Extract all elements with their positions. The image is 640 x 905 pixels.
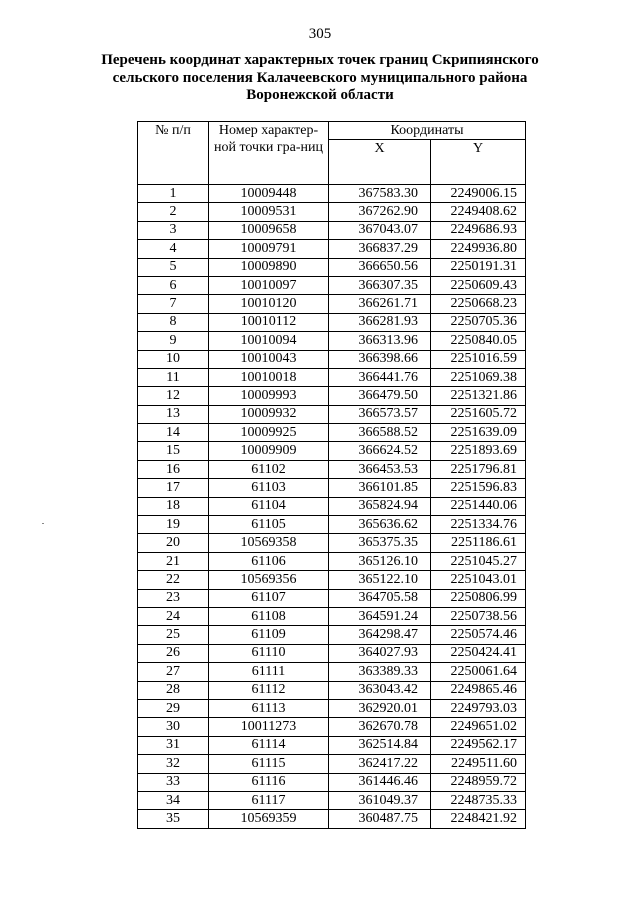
table-row	[138, 516, 526, 534]
cell-x: 367262.90	[329, 203, 431, 221]
table-row	[138, 497, 526, 515]
cell-number: 24	[138, 607, 209, 625]
table-row	[138, 295, 526, 313]
cell-point-number: 10009909	[209, 442, 329, 460]
page-number: 305	[308, 26, 332, 42]
cell-y: 2250840.05	[431, 332, 526, 350]
cell-number: 19	[138, 516, 209, 534]
cell-y: 2250191.31	[431, 258, 526, 276]
table-row	[138, 332, 526, 350]
header-point-number: Номер характер-ной точки гра-ниц	[209, 122, 329, 185]
cell-point-number: 10009658	[209, 221, 329, 239]
table-row	[138, 607, 526, 625]
table-row	[138, 479, 526, 497]
cell-number: 7	[138, 295, 209, 313]
table-row	[138, 589, 526, 607]
cell-number: 5	[138, 258, 209, 276]
cell-y: 2251016.59	[431, 350, 526, 368]
cell-point-number: 61106	[209, 552, 329, 570]
table-row	[138, 442, 526, 460]
cell-point-number: 10009993	[209, 387, 329, 405]
cell-y: 2248735.33	[431, 791, 526, 809]
cell-point-number: 61103	[209, 479, 329, 497]
cell-point-number: 10010043	[209, 350, 329, 368]
table-row	[138, 773, 526, 791]
cell-x: 362920.01	[329, 699, 431, 717]
table-row	[138, 534, 526, 552]
cell-number: 6	[138, 276, 209, 294]
cell-y: 2250609.43	[431, 276, 526, 294]
cell-point-number: 61107	[209, 589, 329, 607]
cell-x: 366588.52	[329, 424, 431, 442]
cell-number: 18	[138, 497, 209, 515]
cell-point-number: 10569359	[209, 810, 329, 828]
table-row	[138, 276, 526, 294]
cell-x: 365126.10	[329, 552, 431, 570]
table-row	[138, 755, 526, 773]
cell-point-number: 61112	[209, 681, 329, 699]
cell-number: 31	[138, 736, 209, 754]
table-row	[138, 387, 526, 405]
cell-number: 11	[138, 368, 209, 386]
table-row	[138, 681, 526, 699]
header-y: Y	[431, 140, 526, 185]
cell-y: 2248421.92	[431, 810, 526, 828]
cell-number: 16	[138, 460, 209, 478]
cell-x: 366453.53	[329, 460, 431, 478]
table-row	[138, 368, 526, 386]
cell-point-number: 61115	[209, 755, 329, 773]
table-row	[138, 460, 526, 478]
cell-x: 366837.29	[329, 240, 431, 258]
cell-y: 2251069.38	[431, 368, 526, 386]
table-row	[138, 626, 526, 644]
title-line-1: Перечень координат характерных точек границ Скрипиянского	[101, 52, 539, 68]
cell-number: 21	[138, 552, 209, 570]
table-row	[138, 350, 526, 368]
table-row	[138, 663, 526, 681]
table-row	[138, 644, 526, 662]
table-row	[138, 405, 526, 423]
cell-number: 20	[138, 534, 209, 552]
cell-point-number: 61117	[209, 791, 329, 809]
cell-x: 366624.52	[329, 442, 431, 460]
table-row	[138, 203, 526, 221]
cell-number: 2	[138, 203, 209, 221]
cell-x: 362670.78	[329, 718, 431, 736]
cell-point-number: 61109	[209, 626, 329, 644]
cell-x: 366573.57	[329, 405, 431, 423]
cell-y: 2251893.69	[431, 442, 526, 460]
cell-x: 366650.56	[329, 258, 431, 276]
cell-point-number: 61105	[209, 516, 329, 534]
cell-point-number: 61111	[209, 663, 329, 681]
cell-x: 366261.71	[329, 295, 431, 313]
cell-x: 363389.33	[329, 663, 431, 681]
cell-point-number: 10010097	[209, 276, 329, 294]
cell-x: 361049.37	[329, 791, 431, 809]
cell-number: 30	[138, 718, 209, 736]
table-row	[138, 552, 526, 570]
cell-number: 28	[138, 681, 209, 699]
cell-y: 2251796.81	[431, 460, 526, 478]
cell-y: 2249936.80	[431, 240, 526, 258]
cell-y: 2249562.17	[431, 736, 526, 754]
cell-number: 14	[138, 424, 209, 442]
cell-x: 365375.35	[329, 534, 431, 552]
cell-x: 362417.22	[329, 755, 431, 773]
cell-y: 2249865.46	[431, 681, 526, 699]
cell-number: 29	[138, 699, 209, 717]
cell-y: 2250806.99	[431, 589, 526, 607]
cell-y: 2250424.41	[431, 644, 526, 662]
cell-x: 363043.42	[329, 681, 431, 699]
cell-y: 2251186.61	[431, 534, 526, 552]
cell-y: 2248959.72	[431, 773, 526, 791]
cell-number: 13	[138, 405, 209, 423]
table-row	[138, 718, 526, 736]
cell-x: 367583.30	[329, 185, 431, 203]
cell-x: 362514.84	[329, 736, 431, 754]
cell-x: 364027.93	[329, 644, 431, 662]
cell-x: 365636.62	[329, 516, 431, 534]
cell-number: 35	[138, 810, 209, 828]
header-x: X	[329, 140, 431, 185]
cell-number: 3	[138, 221, 209, 239]
cell-y: 2250705.36	[431, 313, 526, 331]
table-row	[138, 424, 526, 442]
cell-x: 366479.50	[329, 387, 431, 405]
cell-x: 366441.76	[329, 368, 431, 386]
cell-number: 33	[138, 773, 209, 791]
cell-number: 15	[138, 442, 209, 460]
table-header	[138, 122, 526, 185]
table-row	[138, 736, 526, 754]
cell-number: 23	[138, 589, 209, 607]
cell-point-number: 10010112	[209, 313, 329, 331]
cell-y: 2251321.86	[431, 387, 526, 405]
cell-number: 26	[138, 644, 209, 662]
table-row	[138, 240, 526, 258]
coordinates-table	[137, 121, 526, 829]
cell-y: 2251639.09	[431, 424, 526, 442]
cell-point-number: 10009448	[209, 185, 329, 203]
cell-point-number: 61110	[209, 644, 329, 662]
cell-point-number: 61102	[209, 460, 329, 478]
cell-number: 34	[138, 791, 209, 809]
cell-number: 8	[138, 313, 209, 331]
cell-y: 2249651.02	[431, 718, 526, 736]
cell-x: 361446.46	[329, 773, 431, 791]
cell-y: 2251043.01	[431, 571, 526, 589]
document-title	[70, 52, 570, 105]
cell-x: 366313.96	[329, 332, 431, 350]
cell-y: 2249408.62	[431, 203, 526, 221]
cell-y: 2250061.64	[431, 663, 526, 681]
cell-point-number: 10569356	[209, 571, 329, 589]
cell-y: 2251605.72	[431, 405, 526, 423]
cell-x: 360487.75	[329, 810, 431, 828]
cell-y: 2251596.83	[431, 479, 526, 497]
cell-number: 9	[138, 332, 209, 350]
table-row	[138, 699, 526, 717]
header-number: № п/п	[138, 122, 209, 185]
cell-number: 25	[138, 626, 209, 644]
cell-number: 4	[138, 240, 209, 258]
cell-number: 1	[138, 185, 209, 203]
table-body	[138, 185, 526, 829]
table-row	[138, 185, 526, 203]
cell-y: 2249511.60	[431, 755, 526, 773]
cell-y: 2251334.76	[431, 516, 526, 534]
header-row	[138, 122, 526, 140]
cell-point-number: 10009925	[209, 424, 329, 442]
table-row	[138, 571, 526, 589]
cell-point-number: 61108	[209, 607, 329, 625]
cell-point-number: 61116	[209, 773, 329, 791]
cell-number: 10	[138, 350, 209, 368]
cell-x: 366398.66	[329, 350, 431, 368]
cell-x: 364705.58	[329, 589, 431, 607]
cell-number: 12	[138, 387, 209, 405]
cell-point-number: 10010120	[209, 295, 329, 313]
cell-point-number: 10009932	[209, 405, 329, 423]
cell-number: 17	[138, 479, 209, 497]
cell-y: 2250574.46	[431, 626, 526, 644]
cell-y: 2250668.23	[431, 295, 526, 313]
cell-y: 2249006.15	[431, 185, 526, 203]
cell-point-number: 10009791	[209, 240, 329, 258]
cell-x: 364298.47	[329, 626, 431, 644]
cell-number: 22	[138, 571, 209, 589]
cell-point-number: 61113	[209, 699, 329, 717]
cell-x: 366307.35	[329, 276, 431, 294]
table-row	[138, 221, 526, 239]
cell-y: 2251440.06	[431, 497, 526, 515]
table-row	[138, 810, 526, 828]
cell-x: 365824.94	[329, 497, 431, 515]
cell-point-number: 10009531	[209, 203, 329, 221]
cell-point-number: 61104	[209, 497, 329, 515]
table-row	[138, 791, 526, 809]
cell-number: 27	[138, 663, 209, 681]
header-coordinates: Координаты	[329, 122, 526, 140]
cell-point-number: 10010094	[209, 332, 329, 350]
title-line-3: Воронежской области	[246, 87, 394, 103]
cell-point-number: 10011273	[209, 718, 329, 736]
table-row	[138, 258, 526, 276]
cell-x: 367043.07	[329, 221, 431, 239]
cell-x: 364591.24	[329, 607, 431, 625]
cell-y: 2250738.56	[431, 607, 526, 625]
cell-x: 366281.93	[329, 313, 431, 331]
margin-mark	[42, 523, 44, 524]
cell-point-number: 10569358	[209, 534, 329, 552]
cell-point-number: 10009890	[209, 258, 329, 276]
table-row	[138, 313, 526, 331]
cell-point-number: 61114	[209, 736, 329, 754]
cell-point-number: 10010018	[209, 368, 329, 386]
title-line-2: сельского поселения Калачеевского муниципального района	[112, 69, 528, 86]
cell-y: 2249686.93	[431, 221, 526, 239]
cell-x: 365122.10	[329, 571, 431, 589]
cell-y: 2251045.27	[431, 552, 526, 570]
cell-y: 2249793.03	[431, 699, 526, 717]
cell-number: 32	[138, 755, 209, 773]
cell-x: 366101.85	[329, 479, 431, 497]
